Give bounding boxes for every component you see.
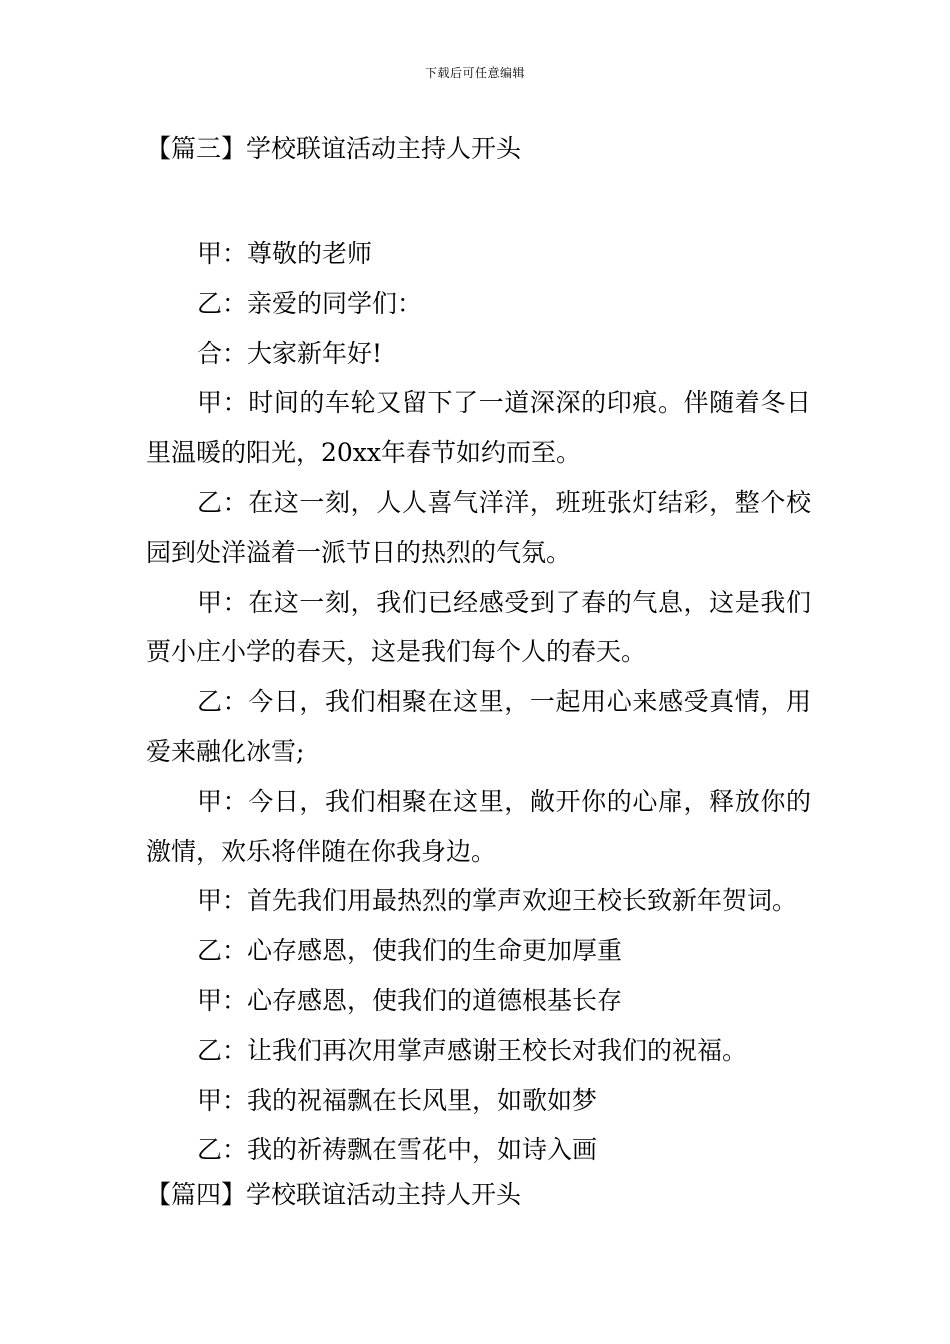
header-note: 下载后可任意编辑 [424, 66, 525, 80]
section-four-title: 【篇四】学校联谊活动主持人开头 [146, 1180, 522, 1209]
dialogue-line: 甲：心存感恩，使我们的道德根基长存 [197, 985, 623, 1015]
dialogue-line: 乙：在这一刻，人人喜气洋洋，班班张灯结彩，整个校园到处洋溢着一派节日的热烈的气氛。 [146, 487, 811, 567]
section-three-title: 【篇三】学校联谊活动主持人开头 [146, 134, 522, 163]
dialogue-line: 乙：让我们再次用掌声感谢王校长对我们的祝福。 [197, 1035, 748, 1065]
dialogue-line: 合：大家新年好! [197, 338, 383, 368]
dialogue-body [146, 229, 811, 1175]
dialogue-line: 乙：我的祈祷飘在雪花中，如诗入画 [197, 1135, 598, 1165]
dialogue-line: 甲：在这一刻，我们已经感受到了春的气息，这是我们贾小庄小学的春天，这是我们每个人的春天。 [146, 587, 811, 667]
dialogue-line: 乙：心存感恩，使我们的生命更加厚重 [197, 936, 623, 966]
dialogue-line: 甲：尊敬的老师 [197, 239, 373, 268]
dialogue-line: 甲：我的祝福飘在长风里，如歌如梦 [197, 1085, 598, 1115]
dialogue-line: 乙：亲爱的同学们： [197, 288, 423, 318]
dialogue-line: 乙：今日，我们相聚在这里，一起用心来感受真情，用爱来融化冰雪; [146, 687, 811, 766]
dialogue-line: 甲：时间的车轮又留下了一道深深的印痕。伴随着冬日里温暖的阳光，20xx年春节如约而至。 [146, 388, 811, 468]
dialogue-line: 甲：今日，我们相聚在这里，敞开你的心扉，释放你的激情，欢乐将伴随在你我身边。 [146, 786, 811, 866]
dialogue-line: 甲：首先我们用最热烈的掌声欢迎王校长致新年贺词。 [197, 886, 798, 916]
